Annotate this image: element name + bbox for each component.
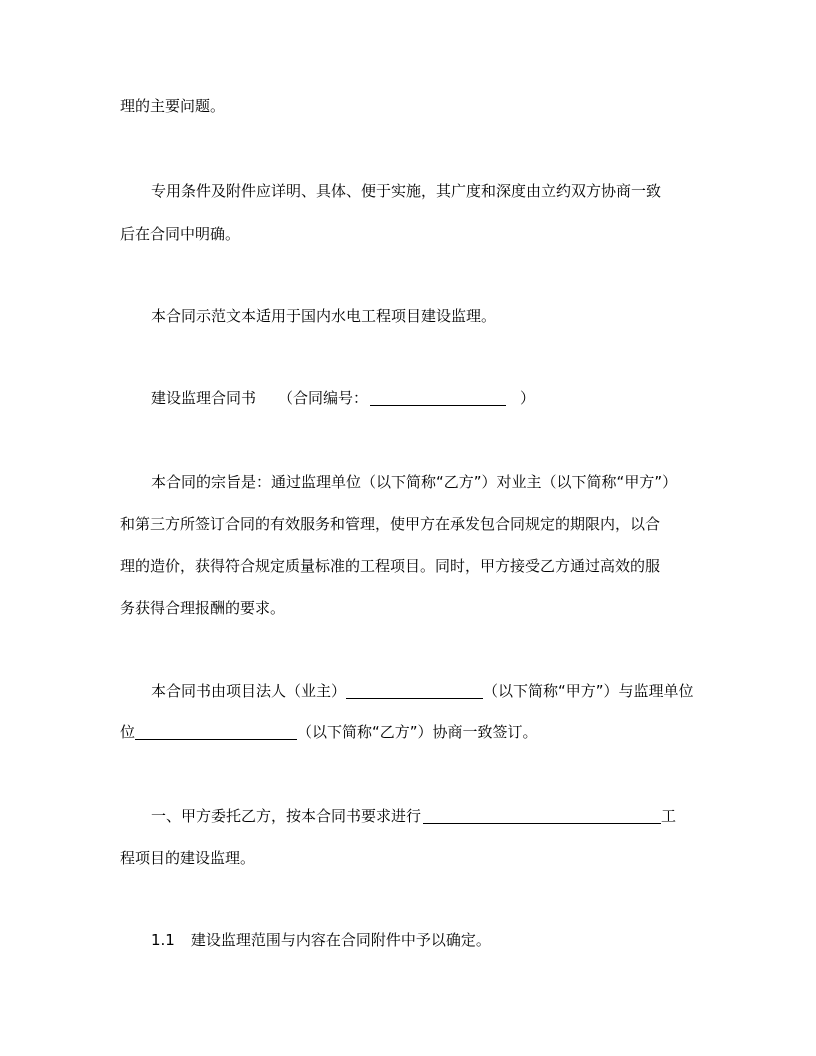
contract-title: 建设监理合同书 bbox=[151, 389, 257, 407]
project-name-blank bbox=[423, 806, 661, 824]
clause-text: 建设监理范围与内容在合同附件中予以确定。 bbox=[190, 931, 491, 949]
clause-text: 工 bbox=[661, 807, 677, 825]
paragraph-line: 程项目的建设监理。 bbox=[120, 849, 256, 867]
contract-number-close: ） bbox=[520, 389, 536, 407]
paragraph-line: 务获得合理报酬的要求。 bbox=[120, 599, 286, 617]
supervisor-name-blank bbox=[135, 722, 297, 740]
owner-name-blank bbox=[346, 681, 483, 699]
paragraph-line: 本合同示范文本适用于国内水电工程项目建设监理。 bbox=[151, 307, 497, 325]
signing-text: 本合同书由项目法人（业主） bbox=[151, 682, 347, 700]
clause-number: 1.1 bbox=[151, 931, 175, 949]
paragraph-line: 和第三方所签订合同的有效服务和管理，使甲方在承发包合同规定的期限内，以合 bbox=[120, 515, 661, 533]
signing-line-2 bbox=[120, 722, 538, 742]
signing-text: （以下简称“甲方”）与监理单位 bbox=[483, 682, 694, 700]
signing-text: （以下简称“乙方”）协商一致签订。 bbox=[297, 723, 538, 741]
paragraph-line: 本合同的宗旨是：通过监理单位（以下简称“乙方”）对业主（以下简称“甲方”） bbox=[151, 473, 678, 491]
clause-1-1-line bbox=[151, 930, 491, 950]
paragraph-line: 理的造价，获得符合规定质量标准的工程项目。同时，甲方接受乙方通过高效的服 bbox=[120, 557, 661, 575]
paragraph-line: 后在合同中明确。 bbox=[120, 225, 241, 243]
paragraph-line: 专用条件及附件应详明、具体、便于实施，其广度和深度由立约双方协商一致 bbox=[151, 182, 662, 200]
clause-1-line bbox=[151, 806, 676, 826]
contract-number-blank bbox=[370, 388, 506, 406]
contract-number-label: （合同编号： bbox=[278, 389, 369, 407]
contract-title-line bbox=[151, 388, 535, 408]
paragraph-line: 理的主要问题。 bbox=[120, 97, 226, 115]
clause-text: 一、甲方委托乙方，按本合同书要求进行 bbox=[151, 807, 422, 825]
signing-text: 位 bbox=[120, 723, 136, 741]
signing-line-1 bbox=[151, 681, 694, 701]
